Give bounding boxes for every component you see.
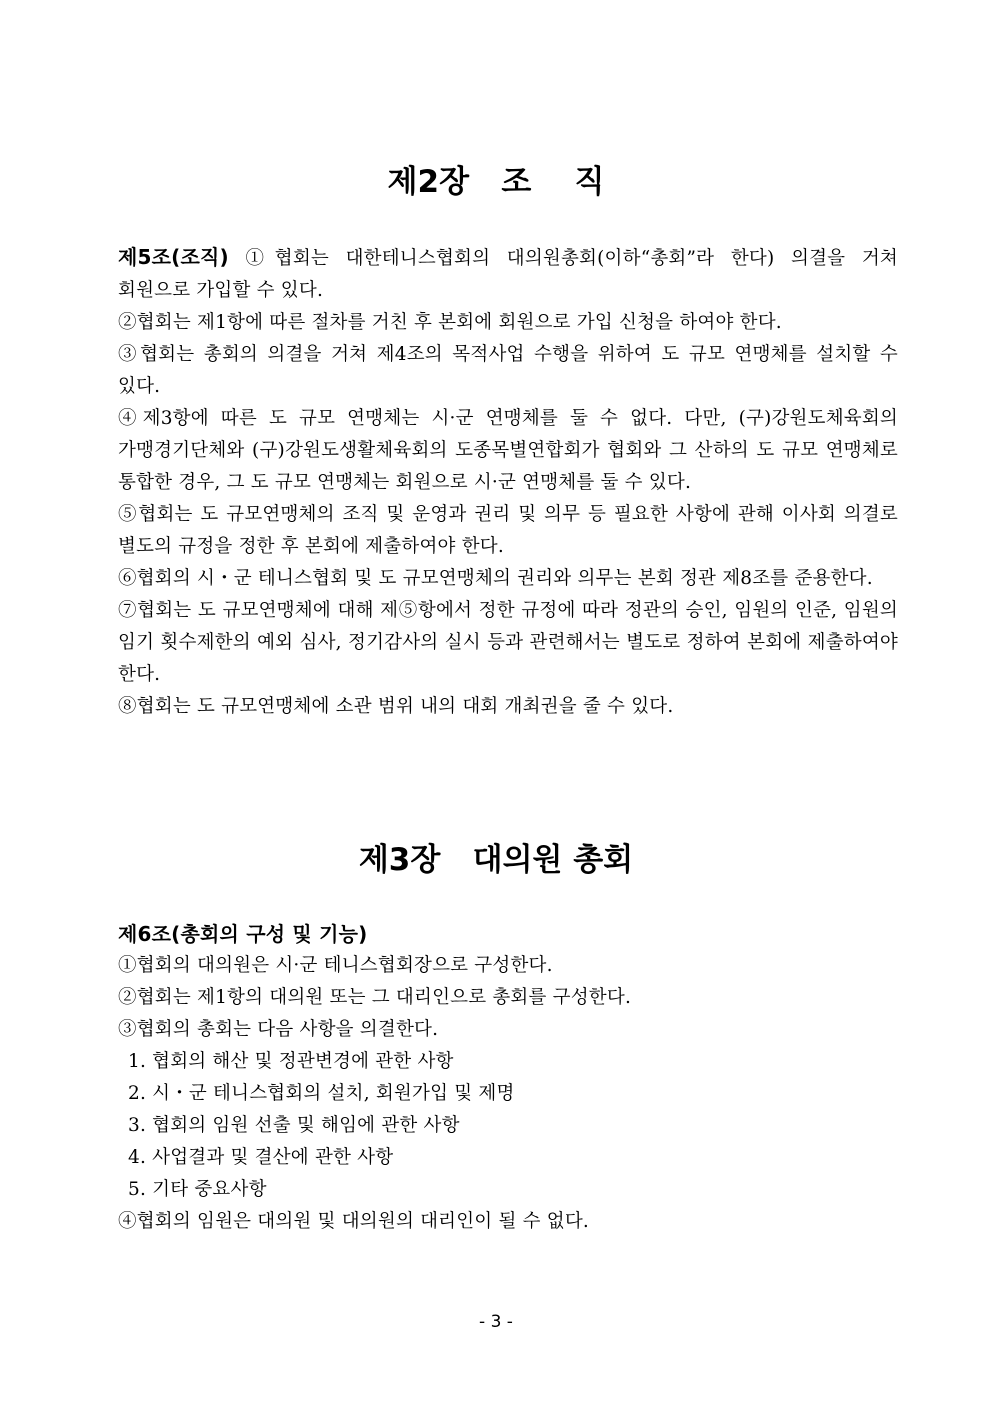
article-6-item-3: 3. 협회의 임원 선출 및 해임에 관한 사항 bbox=[128, 1115, 460, 1136]
article-6 bbox=[118, 918, 898, 1238]
article-5-clause-7: ⑦협회는 도 규모연맹체에 대해 제⑤항에서 정한 규정에 따라 정관의 승인, 임원의 인준, 임원의 임기 횟수제한의 예외 심사, 정기감사의 실시 등과 관련해서는 별도로 정하여 본회에 제출하여야 한다. bbox=[118, 600, 898, 685]
article-6-heading: 제6조(총회의 구성 및 기능) bbox=[118, 922, 368, 946]
article-5-clause-3: ③협회는 총회의 의결을 거쳐 제4조의 목적사업 수행을 위하여 도 규모 연맹체를 설치할 수 있다. bbox=[118, 344, 898, 397]
page-number: - 3 - bbox=[479, 1312, 513, 1332]
article-6-clause-3: ③협회의 총회는 다음 사항을 의결한다. bbox=[118, 1019, 439, 1040]
article-6-clause-2: ②협회는 제1항의 대의원 또는 그 대리인으로 총회를 구성한다. bbox=[118, 987, 632, 1008]
chapter-3-title: 제3장 대의원 총회 bbox=[358, 842, 634, 878]
article-5-clause-4: ④제3항에 따른 도 규모 연맹체는 시·군 연맹체를 둘 수 없다. 다만, (구)강원도체육회의 가맹경기단체와 (구)강원도생활체육회의 도종목별연합회가 협회와 그 산하의 도 규모 연맹체로 통합한 경우, 그 도 규모 연맹체는 회원으로 시·군 연맹체를 둘 수 있다. bbox=[118, 408, 898, 493]
article-6-clause-4: ④협회의 임원은 대의원 및 대의원의 대리인이 될 수 없다. bbox=[118, 1211, 589, 1232]
article-5-clause-5: ⑤협회는 도 규모연맹체의 조직 및 운영과 권리 및 의무 등 필요한 사항에 관해 이사회 의결로 별도의 규정을 정한 후 본회에 제출하여야 한다. bbox=[118, 504, 898, 557]
article-5-clause-1: ①협회는 대한테니스협회의 대의원총회(이하“총회”라 한다) 의결을 거쳐 회원으로 가입할 수 있다. bbox=[118, 248, 898, 301]
chapter-2-title: 제2장 조 직 bbox=[387, 164, 605, 200]
article-5-paragraph-1 bbox=[118, 241, 898, 307]
article-6-item-4: 4. 사업결과 및 결산에 관한 사항 bbox=[128, 1147, 394, 1168]
article-5-clause-8: ⑧협회는 도 규모연맹체에 소관 범위 내의 대회 개최권을 줄 수 있다. bbox=[118, 696, 674, 717]
article-6-item-1: 1. 협회의 해산 및 정관변경에 관한 사항 bbox=[128, 1051, 454, 1072]
article-5-heading: 제5조(조직) bbox=[118, 245, 229, 269]
article-5-clause-2: ②협회는 제1항에 따른 절차를 거친 후 본회에 회원으로 가입 신청을 하여야 한다. bbox=[118, 312, 782, 333]
article-5-clause-6: ⑥협회의 시・군 테니스협회 및 도 규모연맹체의 권리와 의무는 본회 정관 제8조를 준용한다. bbox=[118, 568, 873, 589]
article-6-item-2: 2. 시・군 테니스협회의 설치, 회원가입 및 제명 bbox=[128, 1083, 515, 1104]
article-6-clause-1: ①협회의 대의원은 시·군 테니스협회장으로 구성한다. bbox=[118, 955, 553, 976]
article-6-item-5: 5. 기타 중요사항 bbox=[128, 1179, 267, 1200]
article-5 bbox=[118, 241, 898, 723]
